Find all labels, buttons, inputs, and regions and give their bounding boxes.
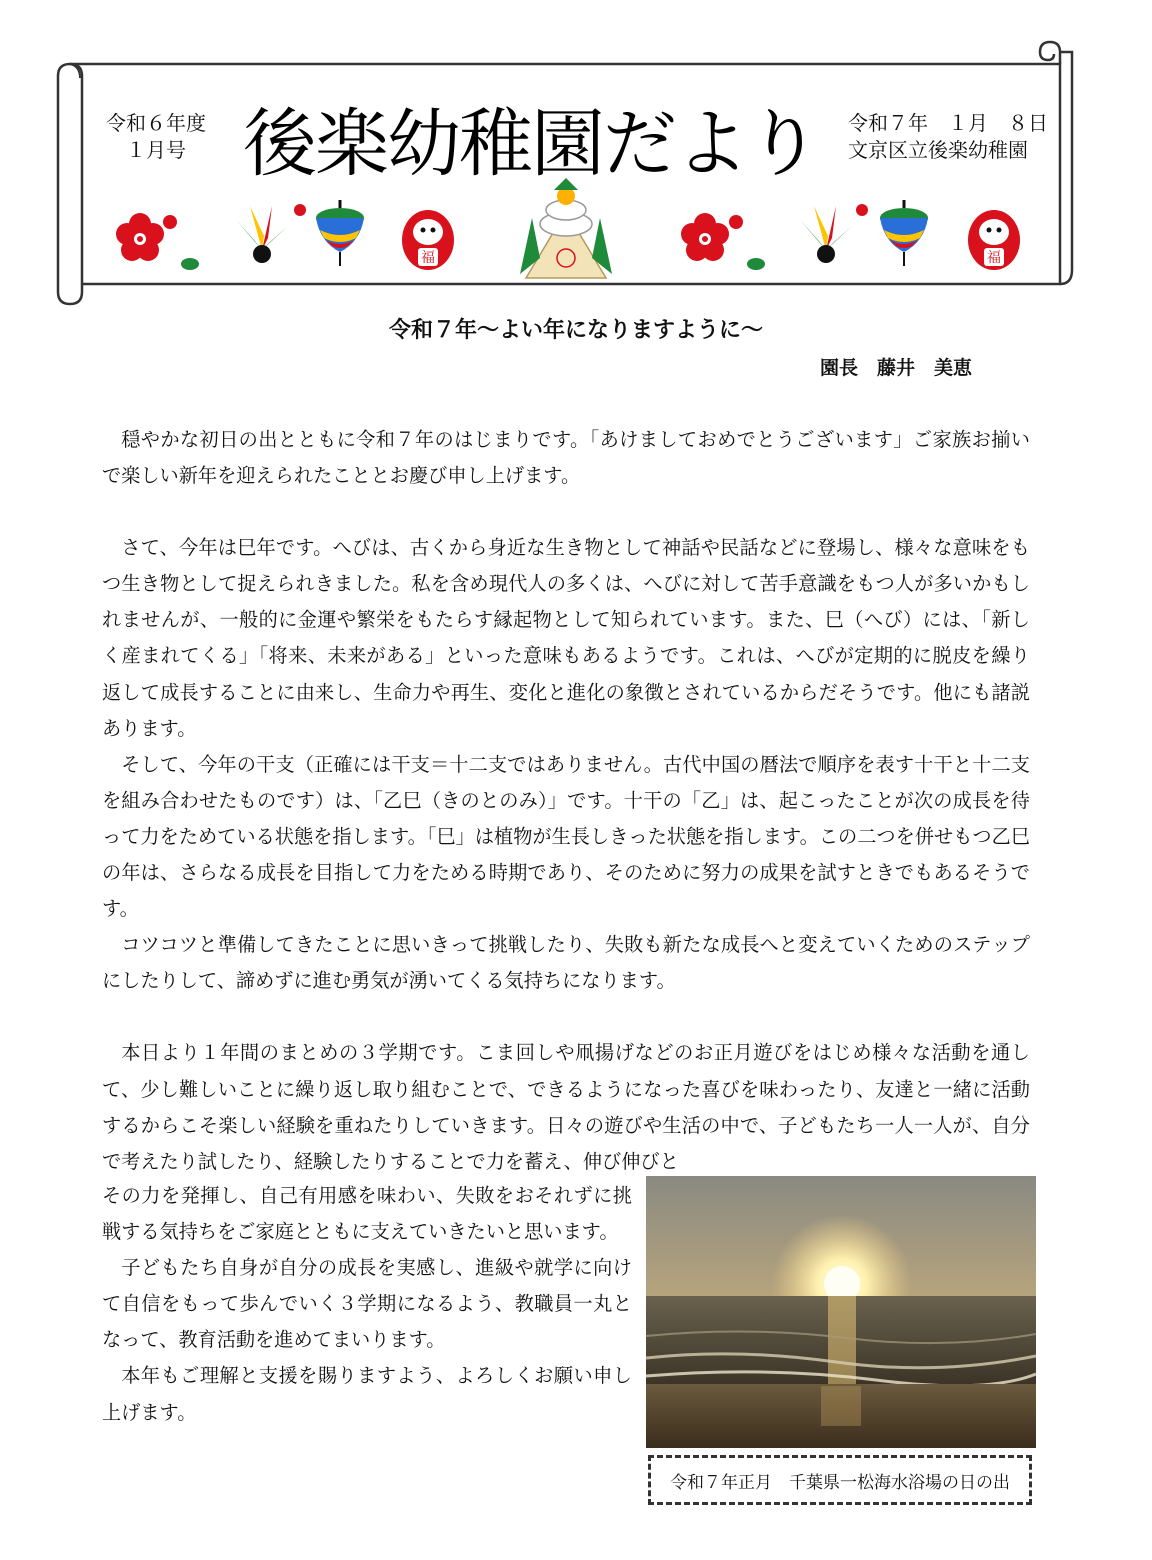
paragraph: 本日より１年間のまとめの３学期です。こま回しや凧揚げなどのお正月遊びをはじめ様々な活動を通して、少し難しいことに繰り返し取り組むことで、できるようになった喜びを味わったり、友達と一緒に活動するからこそ楽しい経験を重ねたりしていきます。日々の遊びや生活の中で、子どもたち一人一人が、自分で考えたり試したり、経験したりすることで力を蓄え、伸び伸びと — [102, 1041, 1030, 1173]
spinning-top-icon — [316, 200, 364, 266]
article-body-bottom — [102, 1178, 632, 1431]
sunrise-photo — [646, 1176, 1036, 1448]
kagami-mochi-icon — [520, 178, 612, 278]
article-author: 園長 藤井 美恵 — [820, 357, 973, 379]
paragraph: 穏やかな初日の出とともに令和７年のはじまりです。「あけましておめでとうございます」ご家族お揃いで楽しい新年を迎えられたこととお慶び申し上げます。 — [102, 428, 1030, 488]
paragraph: 子どもたち自身が自分の成長を実感し、進級や就学に向けて自信をもって歩んでいく３学期になるよう、教職員一丸となって、教育活動を進めてまいります。 — [102, 1256, 632, 1352]
publish-info — [848, 110, 1048, 164]
publish-date: 令和７年 １月 ８日 — [848, 111, 1048, 135]
publisher-name: 文京区立後楽幼稚園 — [848, 138, 1028, 162]
issue-year: 令和６年度 — [106, 111, 206, 135]
article-body-top — [102, 422, 1030, 1180]
newsletter-title: 後楽幼稚園だより — [243, 101, 819, 187]
shuttlecock-icon — [800, 206, 852, 263]
new-year-illustrations-right — [681, 200, 1020, 270]
paragraph: コツコツと準備してきたことに思いきって挑戦したり、失敗も新たな成長へと変えていくためのステップにしたりして、諦めずに進む勇気が湧いてくる気持ちになります。 — [102, 933, 1030, 993]
shuttlecock-icon — [236, 206, 288, 263]
paragraph: さて、今年は巳年です。へびは、古くから身近な生き物として神話や民話などに登場し、様々な意味をもつ生き物として捉えられきました。私を含め現代人の多くは、へびに対して苦手意識をもつ人が多いかもしれませんが、一般的に金運や繁栄をもたらす縁起物として知られています。また、巳（へび）には、「新しく産まれてくる」「将来、未来がある」といった意味もあるようです。これは、へびが定期的に脱皮を繰り返して成長することに由来し、生命力や再生、変化と進化の象徴とされているからだそうです。他にも諸説あります。 — [102, 536, 1030, 740]
new-year-illustrations-left — [116, 178, 612, 278]
photo-caption: 令和７年正月 千葉県一松海水浴場の日の出 — [648, 1455, 1032, 1505]
paragraph: そして、今年の干支（正確には干支＝十二支ではありません。古代中国の暦法で順序を表す十干と十二支を組み合わせたものです）は、「乙巳（きのとのみ）」です。十干の「乙」は、起こったことが次の成長を待って力をためている状態を指します。「巳」は植物が生長しきった状態を指します。この二つを併せもつ乙巳の年は、さらなる成長を目指して力をためる時期であり、そのために努力の成果を試すときでもあるそうです。 — [102, 752, 1030, 921]
svg-text:福: 福 — [987, 250, 1001, 266]
svg-text:福: 福 — [421, 250, 435, 266]
paragraph: その力を発揮し、自己有用感を味わい、失敗をおそれずに挑戦する気持ちをご家庭とともに支えていきたいと思います。 — [102, 1184, 632, 1244]
issue-info — [96, 110, 216, 164]
spinning-top-icon — [880, 200, 928, 266]
plum-flower-icon — [681, 213, 729, 261]
plum-flower-icon — [116, 213, 164, 261]
article-title: 令和７年〜よい年になりますように〜 — [388, 318, 763, 343]
issue-month: １月号 — [126, 138, 186, 162]
paragraph: 本年もご理解と支援を賜りますよう、よろしくお願い申し上げます。 — [102, 1364, 632, 1424]
